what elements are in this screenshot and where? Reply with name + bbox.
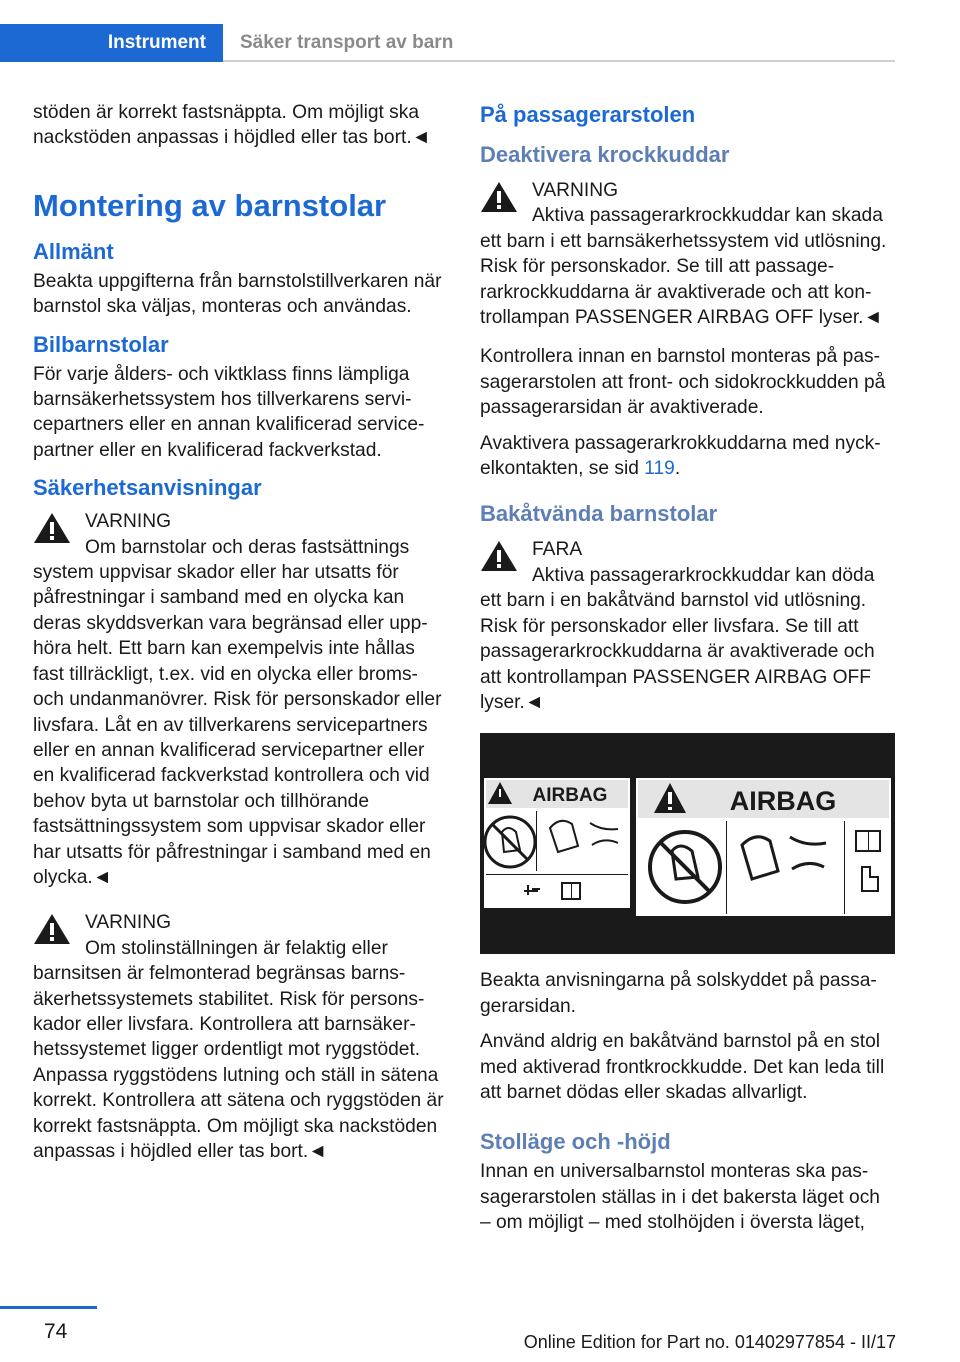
danger-first-line: Aktiva passagerarkrockkuddar kan döda: [532, 564, 875, 586]
deaktivera-heading: Deaktivera krockkuddar: [480, 142, 730, 167]
header-tab-label: Instrument: [107, 32, 206, 53]
edition-footer: Online Edition for Part no. 01402977854 - II/17: [523, 1332, 896, 1352]
warning-block-2: [33, 910, 448, 1164]
header-tab-instrument[interactable]: [0, 24, 223, 62]
warning-label: VARNING: [85, 511, 171, 533]
airbag-large-label: AIRBAG: [729, 786, 837, 817]
anvand-text: Använd aldrig en bakåtvänd barnstol på en stol med aktiverad frontkrockkudde. Det kan leda till att barnet dödas eller skadas allvarligt.: [480, 1031, 885, 1103]
warning-body: ett barn i ett barnsäkerhetssystem vid utlösning. Risk för personskador. Se till att passagerarkrockkuddarna är avaktiverade och att kontrollampan PASSENGER AIRBAG OFF lyser.◄: [480, 230, 887, 329]
warning-triangle-icon: [33, 912, 71, 946]
section-title: Montering av barnstolar: [33, 187, 387, 223]
danger-body: ett barn i en bakåtvänd barnstol vid utlösning. Risk för personskador eller livsfara. Se till att passagerarkrockkuddarna är avaktiverade och att kontrollampan PASSENGER AIRBAG OFF lyser.◄: [480, 590, 875, 713]
danger-label: FARA: [532, 539, 583, 561]
sakerhetsanvisningar-heading: Säkerhetsanvisningar: [33, 475, 262, 501]
airbag-small-label: AIRBAG: [532, 785, 608, 807]
kontrollera-text: Kontrollera innan en barnstol monteras på passagerarstolen att front- och sidokrockkudden på passagerarsidan är avaktiverade.: [480, 346, 886, 419]
warning-first-line: Om stolinställningen är felaktig eller: [85, 937, 388, 959]
warning-body: system uppvisar skador eller har utsatts för påfrestningar i samband med en olycka kan deras skyddsverkan vara begränsad eller upphöra helt. Ett barn kan exempelvis inte hållas fast tillräckligt, t.ex. vid en olycka eller broms- och undanmanövrer. Risk för personskador eller livsfara. Låt en av tillverkarens servicepartners eller en annan kvalificerad servicepartner eller en kvalificerad fackverkstad kontrollera och vid behov byta ut barnstolar och tillhörande fastsättningssystem som uppvisar skador eller har utsatts för påfrestningar i samband med en olycka.◄: [33, 562, 442, 888]
header-chapter-label: Säker transport av barn: [240, 32, 454, 53]
stollage-text: Innan en universalbarnstol monteras ska passagerarstolen ställas in i det bakersta läget och – om möjligt – med stolhöjden i översta läget,: [480, 1161, 880, 1234]
bilbarnstolar-text: För varje ålders- och viktklass finns lämpliga barnsäkerhetssystem hos tillverkarens servicepartners eller en annan kvalificerad servicepartner eller en kvalificerad fackverkstad.: [33, 363, 425, 461]
warning-triangle-icon: [480, 539, 518, 573]
warning-body: barnsitsen är felmonterad begränsas barnsäkerhetssystemets stabilitet. Risk för personskador eller livsfara. Kontrollera att barnsäkerhetssystemet ligger ordentligt mot ryggstödet. Anpassa ryggstödens lutning och ställ in sätena korrekt. Kontrollera att sätena och ryggstöden är korrekt fastsnäppta. Om möjligt ska nackstöden anpassas i höjdled eller tas bort.◄: [33, 963, 444, 1162]
header-tab-chapter[interactable]: [240, 24, 453, 62]
bilbarnstolar-heading: Bilbarnstolar: [33, 331, 169, 357]
warning-block-3: [480, 178, 895, 330]
page-ref-link[interactable]: 119: [644, 458, 675, 480]
stollage-heading: Stolläge och -höjd: [480, 1129, 671, 1155]
airbag-label-figure: [480, 733, 895, 954]
warning-first-line: Om barnstolar och deras fastsättnings: [85, 536, 410, 558]
warning-block-1: [33, 509, 448, 890]
left-column: [33, 100, 448, 1178]
allmant-text: Beakta uppgifterna från barnstolstillverkaren när barnstol ska väljas, monteras och användas.: [33, 270, 442, 318]
airbag-label-illustration: [480, 733, 895, 954]
beakta-text: Beakta anvisningarna på solskyddet på passagerarsidan.: [480, 970, 877, 1017]
warning-first-line: Aktiva passagerarkrockkuddar kan skada: [532, 205, 883, 227]
right-column: [480, 100, 895, 1246]
warning-triangle-icon: [33, 511, 71, 545]
avaktivera-text-main: Avaktivera passagerarkrokkuddarna med nyckelkontakten, se sid: [480, 432, 881, 480]
bakatvanda-heading: Bakåtvända barnstolar: [480, 501, 718, 527]
footer-divider: [0, 1306, 97, 1309]
danger-block: [480, 537, 895, 715]
allmant-heading: Allmänt: [33, 238, 114, 264]
page-number: 74: [44, 1320, 68, 1343]
warning-triangle-icon: [480, 180, 518, 214]
pa-passagerarstolen-heading: På passagerarstolen: [480, 102, 696, 127]
avaktivera-text: [480, 431, 895, 482]
warning-label: VARNING: [532, 180, 618, 201]
avaktivera-text-end: .: [674, 458, 681, 480]
header-divider: [223, 60, 895, 62]
warning-label: VARNING: [85, 912, 171, 934]
continued-text: stöden är korrekt fastsnäppta. Om möjligt ska nackstöden anpassas i höjdled eller tas bort.◄: [33, 102, 431, 149]
